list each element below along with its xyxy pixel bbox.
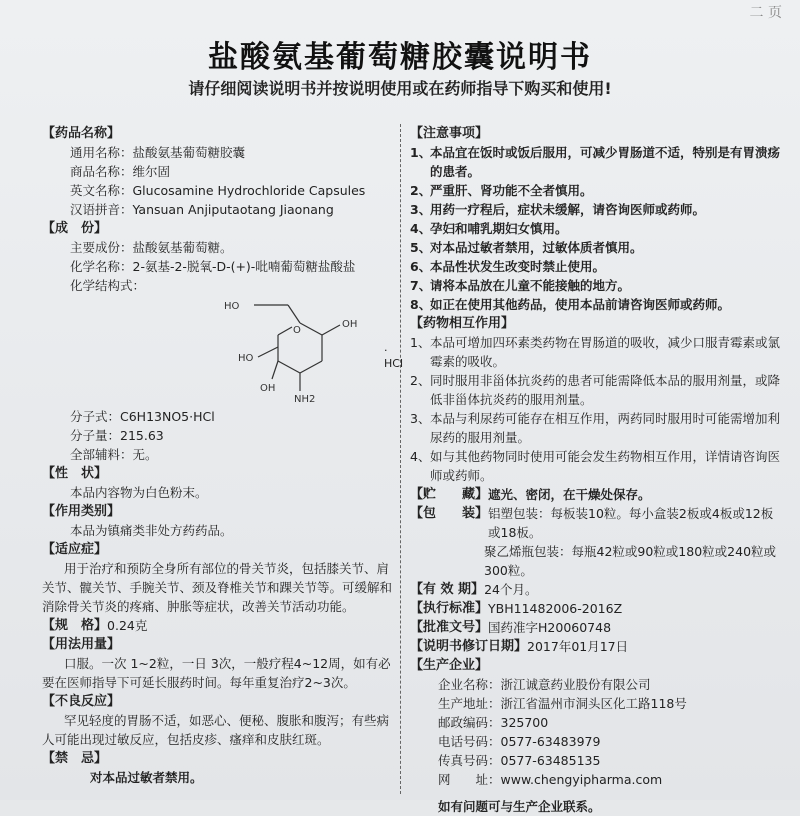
precaution-item-number: 6、: [410, 259, 432, 274]
precaution-item-number: 8、: [410, 297, 432, 312]
category-heading: 【作用类别】: [42, 504, 121, 519]
packaging-value-2: 聚乙烯瓶包装：每瓶42粒或90粒或180粒或240粒或300粒。: [484, 544, 777, 578]
validity-value: 24个月。: [484, 582, 538, 597]
precaution-item-text: 本品宜在饭时或饭后服用，可减少胃肠道不适，特别是有胃溃疡的患者。: [430, 145, 781, 179]
interaction-item-number: 4、: [410, 449, 431, 464]
packaging-heading: 【包 装】: [410, 506, 489, 521]
precaution-item: [410, 181, 782, 200]
manufacturer-name: 企业名称：浙江诚意药业股份有限公司: [438, 677, 651, 692]
mol-label-nh2: NH2: [294, 394, 316, 405]
precautions-list: [410, 143, 782, 314]
character-text: 本品内容物为白色粉末。: [70, 485, 208, 500]
molecular-formula: 分子式：C6H13NO5·HCl: [70, 409, 215, 424]
interaction-item-text: 本品可增加四环素类药物在胃肠道的吸收，减少口服青霉素或氯霉素的吸收。: [430, 335, 781, 369]
structure-diagram: [222, 295, 382, 407]
interaction-item: [410, 371, 782, 409]
fax-number: 传真号码：0577-63485135: [438, 753, 601, 768]
storage-row: [410, 485, 782, 504]
document-title: 盐酸氨基葡萄糖胶囊说明书: [208, 40, 592, 75]
precaution-item-number: 3、: [410, 202, 432, 217]
precautions-heading: 【注意事项】: [410, 126, 489, 141]
interaction-item-number: 2、: [410, 373, 431, 388]
category-text: 本品为镇痛类非处方药药品。: [70, 523, 233, 538]
spec-row: [42, 616, 394, 635]
manufacturer-heading: 【生产企业】: [410, 658, 489, 673]
interactions-list: [410, 333, 782, 485]
contraindication-heading: 【禁 忌】: [42, 751, 108, 766]
composition-heading: 【成 份】: [42, 221, 108, 236]
pinyin-name: 汉语拼音：Yansuan Anjiputaotang Jiaonang: [70, 202, 334, 217]
spec-heading: 【规 格】: [42, 618, 108, 633]
approval-value: 国药准字H20060748: [488, 620, 612, 635]
page-corner-mark: 二 页: [749, 5, 782, 21]
precaution-item-text: 对本品过敏者禁用，过敏体质者慎用。: [430, 240, 643, 255]
interaction-item: [410, 447, 782, 485]
mol-label-ho-left: HO: [238, 353, 254, 364]
main-ingredient: 主要成份：盐酸氨基葡萄糖。: [70, 240, 233, 255]
revision-heading: 【说明书修订日期】: [410, 639, 528, 654]
mol-label-ring-o: O: [293, 325, 301, 336]
precaution-item-number: 4、: [410, 221, 432, 236]
excipients: 全部辅料：无。: [70, 447, 158, 462]
validity-row: [410, 580, 782, 599]
precaution-item-number: 2、: [410, 183, 432, 198]
mol-label-hcl: · HCl: [384, 344, 404, 370]
precaution-item: [410, 257, 782, 276]
structure-label: 化学结构式：: [70, 278, 146, 293]
postal-code: 邮政编码：325700: [438, 715, 549, 730]
precaution-item: [410, 295, 782, 314]
approval-heading: 【批准文号】: [410, 620, 489, 635]
molecular-weight: 分子量：215.63: [70, 428, 164, 443]
precaution-item-number: 1、: [410, 145, 432, 160]
packaging-value-1: 铝塑包装：每板装10粒。每小盒装2板或4板或12板或18板。: [488, 506, 774, 540]
standard-heading: 【执行标准】: [410, 601, 489, 616]
chemical-name: 化学名称：2-氨基-2-脱氧-D-(+)-吡喃葡萄糖盐酸盐: [70, 259, 356, 274]
revision-row: [410, 637, 782, 656]
interaction-item: [410, 409, 782, 447]
phone-number: 电话号码：0577-63483979: [438, 734, 601, 749]
precaution-item: [410, 276, 782, 295]
adverse-text: 罕见轻度的胃肠不适，如恶心、便秘、腹胀和腹泻；有些病人可能出现过敏反应，包括皮疹、瘙痒和皮肤红斑。: [42, 713, 390, 747]
precaution-item: [410, 200, 782, 219]
precaution-item-number: 5、: [410, 240, 432, 255]
interaction-item-number: 3、: [410, 411, 431, 426]
precaution-item: [410, 143, 782, 181]
adverse-heading: 【不良反应】: [42, 694, 121, 709]
precaution-item-text: 严重肝、肾功能不全者慎用。: [430, 183, 593, 198]
left-column: [42, 124, 404, 787]
storage-value: 遮光、密闭，在干燥处保存。: [488, 487, 651, 502]
dosage-heading: 【用法用量】: [42, 637, 121, 652]
english-name: 英文名称：Glucosamine Hydrochloride Capsules: [70, 183, 366, 198]
mol-label-ho-top: HO: [224, 301, 240, 312]
contact-note: 如有问题可与生产企业联系。: [438, 799, 601, 814]
interaction-item-text: 如与其他药物同时使用可能会发生药物相互作用，详情请咨询医师或药师。: [430, 449, 781, 483]
right-column: [410, 124, 782, 816]
interaction-item-number: 1、: [410, 335, 431, 350]
packaging-row: [410, 504, 782, 542]
precaution-item-text: 请将本品放在儿童不能接触的地方。: [430, 278, 631, 293]
column-divider: [400, 124, 401, 794]
document-subtitle: 请仔细阅读说明书并按说明使用或在药师指导下购买和使用!: [188, 79, 612, 98]
precaution-item-number: 7、: [410, 278, 432, 293]
character-heading: 【性 状】: [42, 466, 108, 481]
validity-heading: 【有 效 期】: [410, 582, 485, 597]
precaution-item-text: 如正在使用其他药品，使用本品前请咨询医师或药师。: [430, 297, 731, 312]
chemical-structure: [42, 295, 404, 407]
interactions-heading: 【药物相互作用】: [410, 316, 515, 331]
interaction-item: [410, 333, 782, 371]
precaution-item: [410, 238, 782, 257]
standard-row: [410, 599, 782, 618]
storage-heading: 【贮 藏】: [410, 487, 489, 502]
trade-name: 商品名称：维尔固: [70, 164, 171, 179]
standard-value: YBH11482006-2016Z: [488, 601, 623, 616]
indications-text: 用于治疗和预防全身所有部位的骨关节炎，包括膝关节、肩关节、髋关节、手腕关节、颈及脊椎关节和踝关节等。可缓解和消除骨关节炎的疼痛、肿胀等症状，改善关节活动功能。: [42, 561, 393, 614]
manufacturer-address: 生产地址：浙江省温州市洞头区化工路118号: [438, 696, 687, 711]
precaution-item-text: 孕妇和哺乳期妇女慎用。: [430, 221, 568, 236]
precaution-item-text: 本品性状发生改变时禁止使用。: [430, 259, 606, 274]
contraindication-text: 对本品过敏者禁用。: [90, 770, 203, 785]
indications-heading: 【适应症】: [42, 542, 108, 557]
drug-name-heading: 【药品名称】: [42, 126, 121, 141]
revision-value: 2017年01月17日: [527, 639, 629, 654]
spec-value: 0.24克: [107, 618, 148, 633]
approval-row: [410, 618, 782, 637]
mol-label-oh-right: OH: [342, 319, 358, 330]
mol-label-oh-bottom: OH: [260, 383, 276, 394]
precaution-item: [410, 219, 782, 238]
interaction-item-text: 同时服用非甾体抗炎药的患者可能需降低本品的服用剂量，或降低非甾体抗炎药的服用剂量。: [430, 373, 781, 407]
dosage-text: 口服。一次 1~2粒，一日 3次，一般疗程4~12周，如有必要在医师指导下可延长服药时间。每年重复治疗2~3次。: [42, 656, 391, 690]
interaction-item-text: 本品与利尿药可能存在相互作用，两药同时服用时可能需增加利尿药的服用剂量。: [430, 411, 781, 445]
common-name: 通用名称：盐酸氨基葡萄糖胶囊: [70, 145, 246, 160]
website: 网 址：www.chengyipharma.com: [438, 772, 663, 787]
precaution-item-text: 用药一疗程后，症状未缓解，请咨询医师或药师。: [430, 202, 706, 217]
